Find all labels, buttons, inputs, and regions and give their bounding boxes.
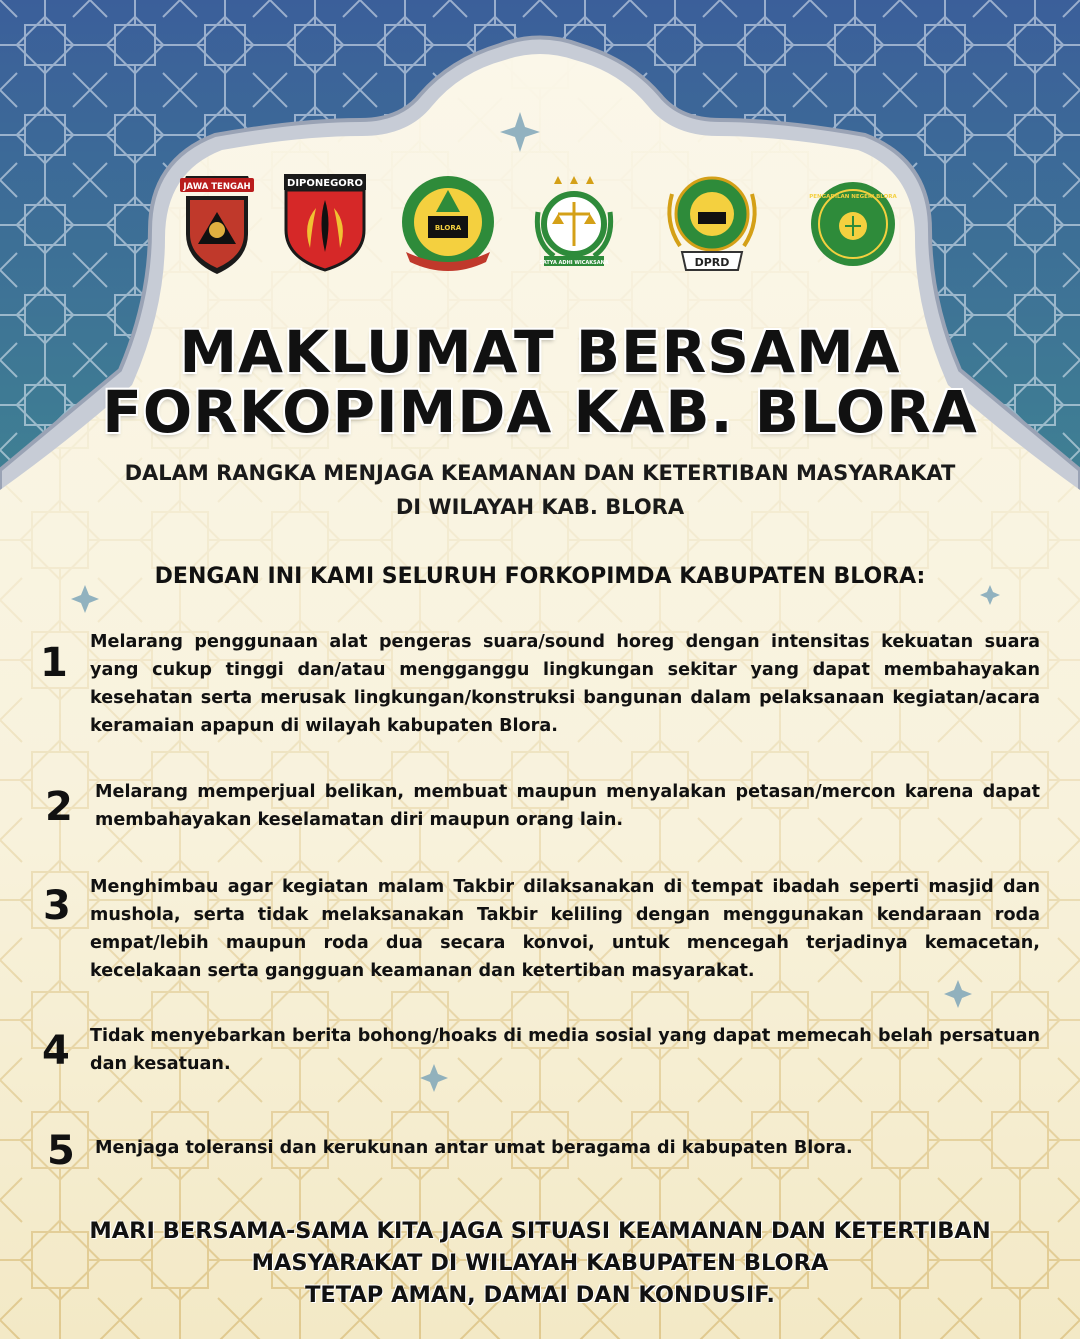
item-number: 1 [40, 640, 68, 686]
subtitle-line-1: DALAM RANGKA MENJAGA KEAMANAN DAN KETERTIBAN MASYARAKAT [124, 461, 956, 485]
kejaksaan-emblem [524, 172, 624, 272]
subtitle-line-2: DI WILAYAH KAB. BLORA [395, 495, 685, 519]
title-line-2: FORKOPIMDA KAB. BLORA [102, 378, 978, 446]
footer-line-3: TETAP AMAN, DAMAI DAN KONDUSIF. [305, 1282, 775, 1308]
list-item [40, 1128, 1040, 1174]
dprd-emblem [660, 172, 764, 282]
footer-line-2: MASYARAKAT DI WILAYAH KABUPATEN BLORA [251, 1250, 829, 1276]
item-text: Tidak menyebarkan berita bohong/hoaks di media sosial yang dapat memecah belah persatuan dan kesatuan. [90, 1026, 1040, 1074]
logo-label: DPRD [694, 256, 730, 269]
logo-label: SATYA ADHI WICAKSANA [539, 260, 609, 266]
item-text: Melarang penggunaan alat pengeras suara/sound horeg dengan intensitas kekuatan suara yang cukup tinggi dan/atau mengganggu lingkungan sekitar yang dapat membahayakan kesehatan serta merusak lingkungan/konstruksi bangunan dalam pelaksanaan kegiatan/acara keramaian apapun di wilayah kabupaten Blora. [90, 632, 1040, 736]
item-number: 2 [45, 784, 73, 830]
page-title [0, 318, 1080, 446]
jawa-tengah-police-emblem [178, 172, 256, 277]
list-item [40, 628, 1040, 740]
list-item [40, 1022, 1040, 1082]
logo-label: JAWA TENGAH [183, 182, 251, 192]
title-line-1: MAKLUMAT BERSAMA [179, 318, 901, 386]
list-item [40, 873, 1040, 985]
subtitle [0, 456, 1080, 524]
intro-statement: DENGAN INI KAMI SELURUH FORKOPIMDA KABUPATEN BLORA: [154, 564, 926, 589]
logo-row [0, 172, 1080, 282]
item-text: Menghimbau agar kegiatan malam Takbir dilaksanakan di tempat ibadah seperti masjid dan mushola, serta tidak melaksanakan Takbir keliling dengan menggunakan kendaraan roda empat/lebih maupun roda dua secara konvoi, untuk mencegah terjadinya kemacetan, kecelakaan serta gangguan keamanan dan ketertiban masyarakat. [90, 877, 1040, 981]
pengadilan-negeri-blora-emblem [808, 172, 898, 272]
item-text: Melarang memperjual belikan, membuat maupun menyalakan petasan/mercon karena dapat membahayakan keselamatan diri maupun orang lain. [95, 782, 1040, 830]
logo-label: DIPONEGORO [287, 178, 363, 189]
kabupaten-blora-emblem [398, 172, 498, 272]
logo-label: BLORA [434, 224, 462, 232]
diponegoro-military-emblem [282, 172, 368, 272]
closing-statement [0, 1215, 1080, 1311]
logo-label: PENGADILAN NEGERI BLORA [809, 194, 897, 200]
item-number: 3 [43, 883, 71, 929]
item-number: 5 [47, 1128, 75, 1174]
footer-line-1: MARI BERSAMA-SAMA KITA JAGA SITUASI KEAMANAN DAN KETERTIBAN [89, 1218, 991, 1244]
item-text: Menjaga toleransi dan kerukunan antar umat beragama di kabupaten Blora. [95, 1138, 853, 1158]
item-number: 4 [42, 1028, 70, 1074]
list-item [40, 778, 1040, 838]
